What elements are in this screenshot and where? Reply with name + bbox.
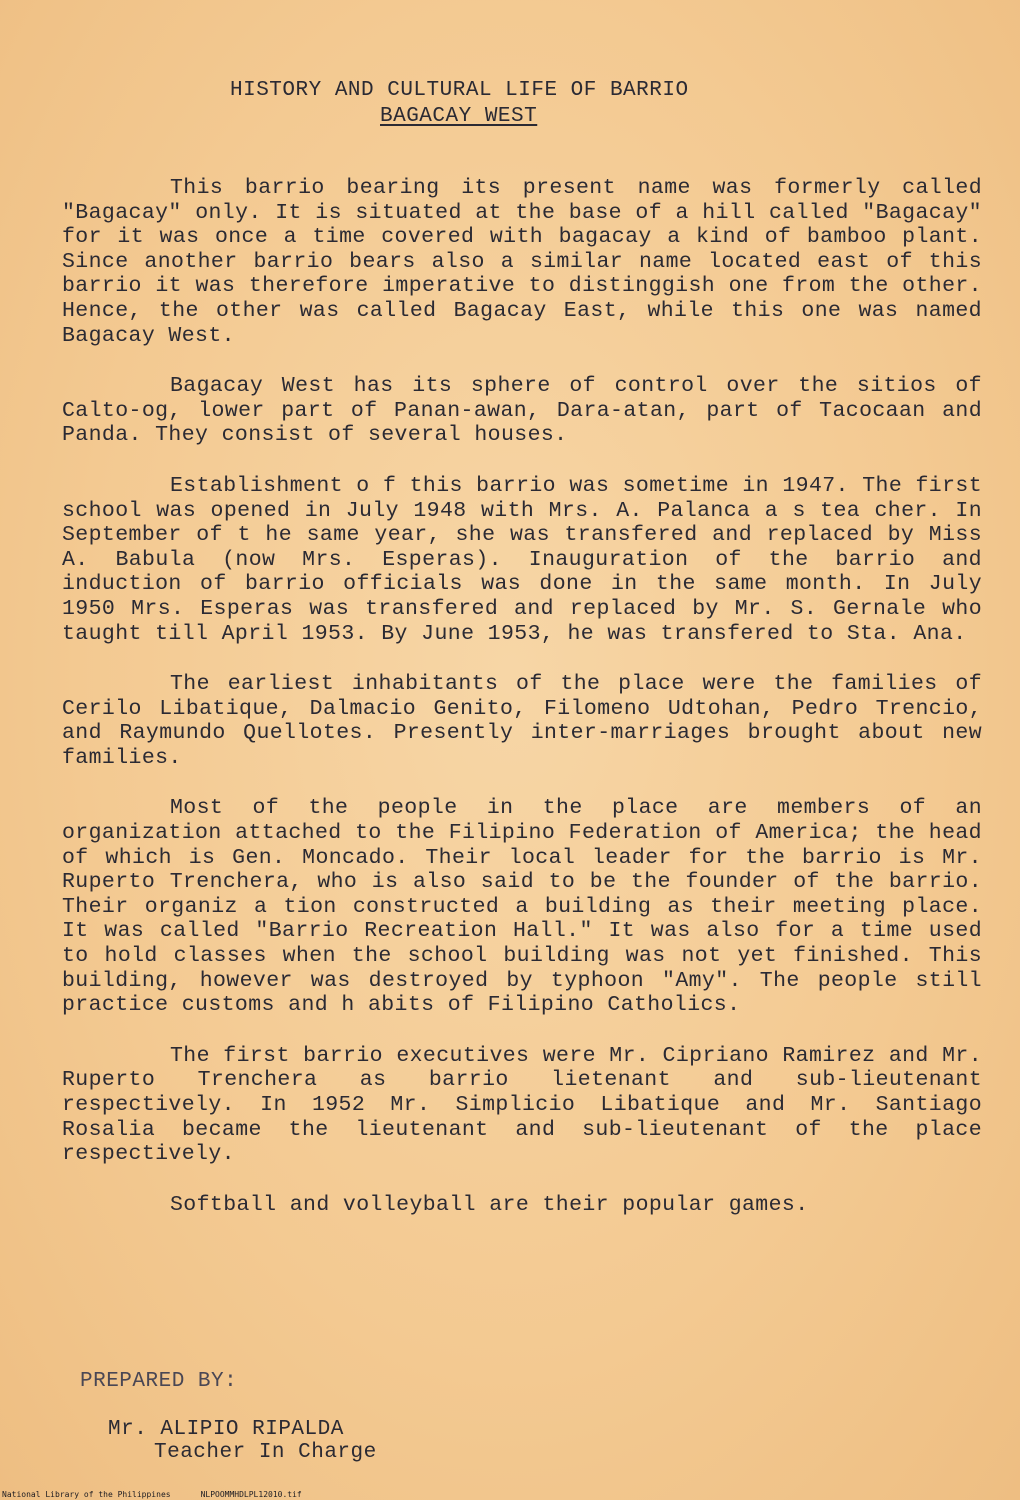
- paragraph-games: Softball and volleyball are their popular games.: [170, 1192, 809, 1217]
- prepared-by-label: PREPARED BY:: [80, 1370, 238, 1393]
- document-title: [230, 78, 770, 130]
- footer-institution: National Library of the Philippines: [2, 1490, 171, 1499]
- paragraph-organization: Most of the people in the place are members of an organization attached to the Filipino Federation of America; the head of which is Gen. Moncado. Their local leader for the barrio is Mr. Ruperto Trenchera, who is also said to be the founder of the barrio. Their organiz a tion constructed a building as their meeting place. It was called "Barrio Recreation Hall." It was also for a time used to hold classes when the school building was not yet finished. This building, however was destroyed by typhoon "Amy". The people still practice customs and h abits of Filipino Catholics.: [62, 796, 982, 1018]
- paragraph-executives: The first barrio executives were Mr. Cipriano Ramirez and Mr. Ruperto Trenchera as barrio lietenant and sub-lieutenant respectively. In 1952 Mr. Simplicio Libatique and Mr. Santiago Rosalia became the lieutenant and sub-lieutenant of the place respectively.: [62, 1043, 982, 1167]
- paragraph-origin: This barrio bearing its present name was formerly called "Bagacay" only. It is situated at the base of a hill called "Bagacay" for it was once a time covered with bagacay a kind of bamboo plant. Since another barrio bears also a similar name located east of this barrio it was therefore imperative to distinggish one from the other. Hence, the other was called Bagacay East, while this one was named Bagacay West.: [62, 176, 982, 348]
- paragraph-inhabitants: The earliest inhabitants of the place were the families of Cerilo Libatique, Dalmacio Genito, Filomeno Udtohan, Pedro Trencio, and Raymundo Quellotes. Presently inter-marriages brought about new families.: [62, 672, 982, 770]
- title-line-2: BAGACAY WEST: [380, 105, 538, 128]
- preparer-name: Mr. ALIPIO RIPALDA: [108, 1418, 344, 1441]
- title-line-1: HISTORY AND CULTURAL LIFE OF BARRIO: [230, 79, 689, 102]
- scan-footer: [2, 1490, 332, 1499]
- footer-file-id: NLPOOMMHDLPL12010.tif: [200, 1490, 302, 1499]
- document-body: [62, 176, 982, 1243]
- preparer-role: Teacher In Charge: [154, 1441, 377, 1464]
- paragraph-establishment: Establishment o f this barrio was sometime in 1947. The first school was opened in July 1948 with Mrs. A. Palanca a s tea cher. In September of t he same year, she was transfered and replaced by Miss A. Babula (now Mrs. Esperas). Inauguration of the barrio and induction of barrio officials was done in the same month. In July 1950 Mrs. Esperas was transfered and replaced by Mr. S. Gernale who taught till April 1953. By June 1953, he was transfered to Sta. Ana.: [62, 473, 982, 646]
- paragraph-sitios: Bagacay West has its sphere of control over the sitios of Calto-og, lower part of Panan-awan, Dara-atan, part of Tacocaan and Panda. They consist of several houses.: [62, 374, 982, 448]
